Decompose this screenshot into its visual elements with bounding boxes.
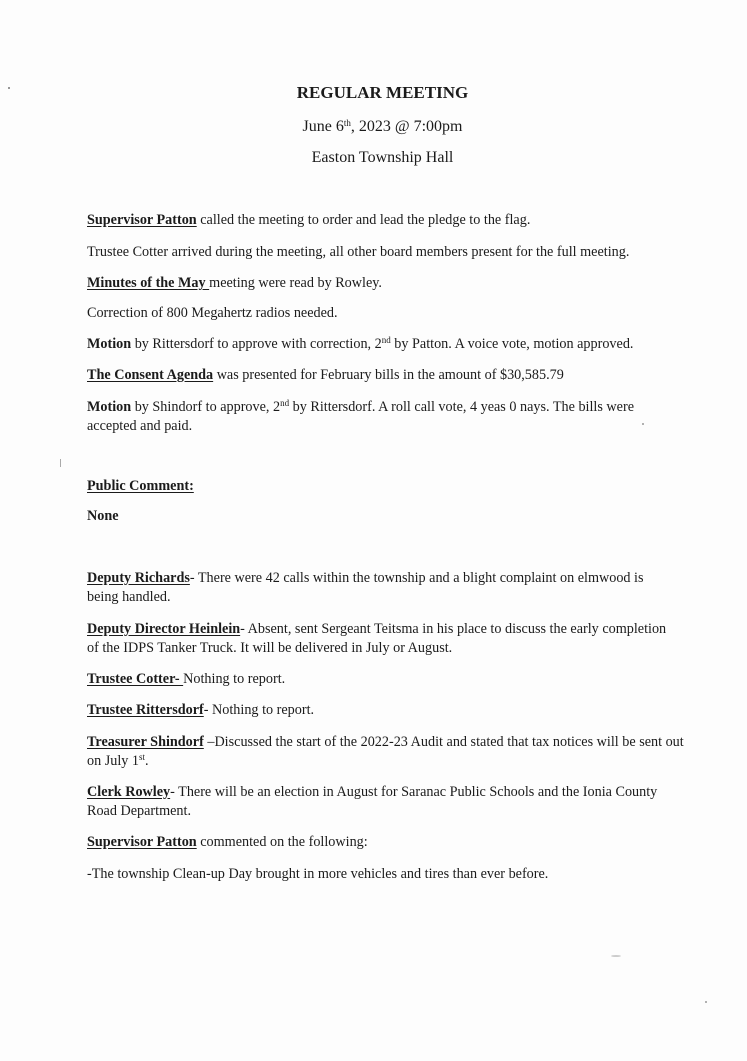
scan-speck — [611, 955, 621, 957]
paragraph-text: meeting were read by Rowley. — [209, 275, 382, 291]
section-label: Minutes of the May — [87, 275, 210, 291]
scan-speck — [8, 87, 10, 89]
paragraph-deputy-richards — [87, 569, 677, 607]
paragraph-clerk — [87, 783, 667, 821]
section-label: Public Comment: — [87, 478, 194, 494]
speaker-label: Deputy Richards — [87, 570, 190, 586]
scan-speck — [705, 1001, 707, 1003]
paragraph-minutes — [87, 274, 687, 293]
paragraph-motion-minutes — [87, 335, 687, 354]
paragraph-trustee-rittersdorf — [87, 701, 687, 720]
paragraph-text: - There were 42 calls within the township and a blight complaint on elmwood is being handled. — [87, 570, 644, 605]
scan-speck — [642, 423, 644, 425]
paragraph-cleanup-day: -The township Clean-up Day brought in more vehicles and tires than ever before. — [87, 866, 549, 882]
scan-speck — [60, 459, 61, 467]
paragraph-text: - Absent, sent Sergeant Teitsma in his place to discuss the early completion of the IDPS Tanker Truck. It will be delivered in July or August. — [87, 621, 667, 656]
paragraph-text: by Rittersdorf to approve with correction, 2 — [131, 336, 382, 352]
paragraph-consent-agenda — [87, 366, 687, 385]
public-comment-value: None — [87, 508, 119, 524]
paragraph-text: commented on the following: — [196, 834, 368, 850]
paragraph-treasurer — [87, 733, 687, 771]
paragraph-text: - Nothing to report. — [203, 702, 315, 718]
paragraph-text: called the meeting to order and lead the pledge to the flag. — [196, 212, 531, 228]
paragraph-text: by Patton. A voice vote, motion approved. — [390, 336, 634, 352]
speaker-label: Trustee Rittersdorf — [87, 702, 204, 718]
paragraph-call-to-order — [87, 211, 687, 230]
section-label: The Consent Agenda — [87, 367, 214, 383]
paragraph-trustee-cotter — [87, 670, 687, 689]
public-comment-heading — [87, 477, 687, 496]
meeting-location: Easton Township Hall — [311, 149, 454, 166]
paragraph-text: - There will be an election in August for Saranac Public Schools and the Ionia County Road Department. — [87, 784, 658, 819]
paragraph-supervisor-comments — [87, 833, 687, 852]
motion-label: Motion — [87, 399, 132, 415]
paragraph-text: by Shindorf to approve, 2 — [131, 399, 281, 415]
ordinal-suffix: nd — [280, 398, 290, 408]
ordinal-suffix: nd — [381, 335, 391, 345]
speaker-label: Trustee Cotter- — [87, 671, 184, 687]
paragraph-motion-bills — [87, 398, 677, 436]
date-time: , 2023 @ 7:00pm — [350, 118, 463, 135]
paragraph-text: by Rittersdorf. A roll call vote, 4 yeas 0 nays. The bills were accepted and paid. — [87, 399, 634, 434]
speaker-label: Clerk Rowley — [87, 784, 171, 800]
paragraph-text: was presented for February bills in the amount of $30,585.79 — [213, 367, 564, 383]
paragraph-attendance: Trustee Cotter arrived during the meeting, all other board members present for the full meeting. — [87, 244, 630, 260]
speaker-label: Supervisor Patton — [87, 834, 197, 850]
meeting-date — [0, 117, 747, 136]
paragraph-text: . — [145, 753, 149, 769]
date-text: June 6 — [302, 118, 344, 135]
paragraph-text: –Discussed the start of the 2022-23 Audit and stated that tax notices will be sent out on July 1 — [87, 734, 684, 769]
motion-label: Motion — [87, 336, 132, 352]
paragraph-text: Nothing to report. — [183, 671, 286, 687]
speaker-label: Supervisor Patton — [87, 212, 197, 228]
page-title: REGULAR MEETING — [296, 83, 469, 102]
ordinal-suffix: st — [139, 752, 146, 762]
date-suffix: th — [343, 118, 351, 128]
paragraph-correction: Correction of 800 Megahertz radios needed. — [87, 305, 338, 321]
speaker-label: Deputy Director Heinlein — [87, 621, 241, 637]
speaker-label: Treasurer Shindorf — [87, 734, 204, 750]
paragraph-deputy-director — [87, 620, 667, 658]
